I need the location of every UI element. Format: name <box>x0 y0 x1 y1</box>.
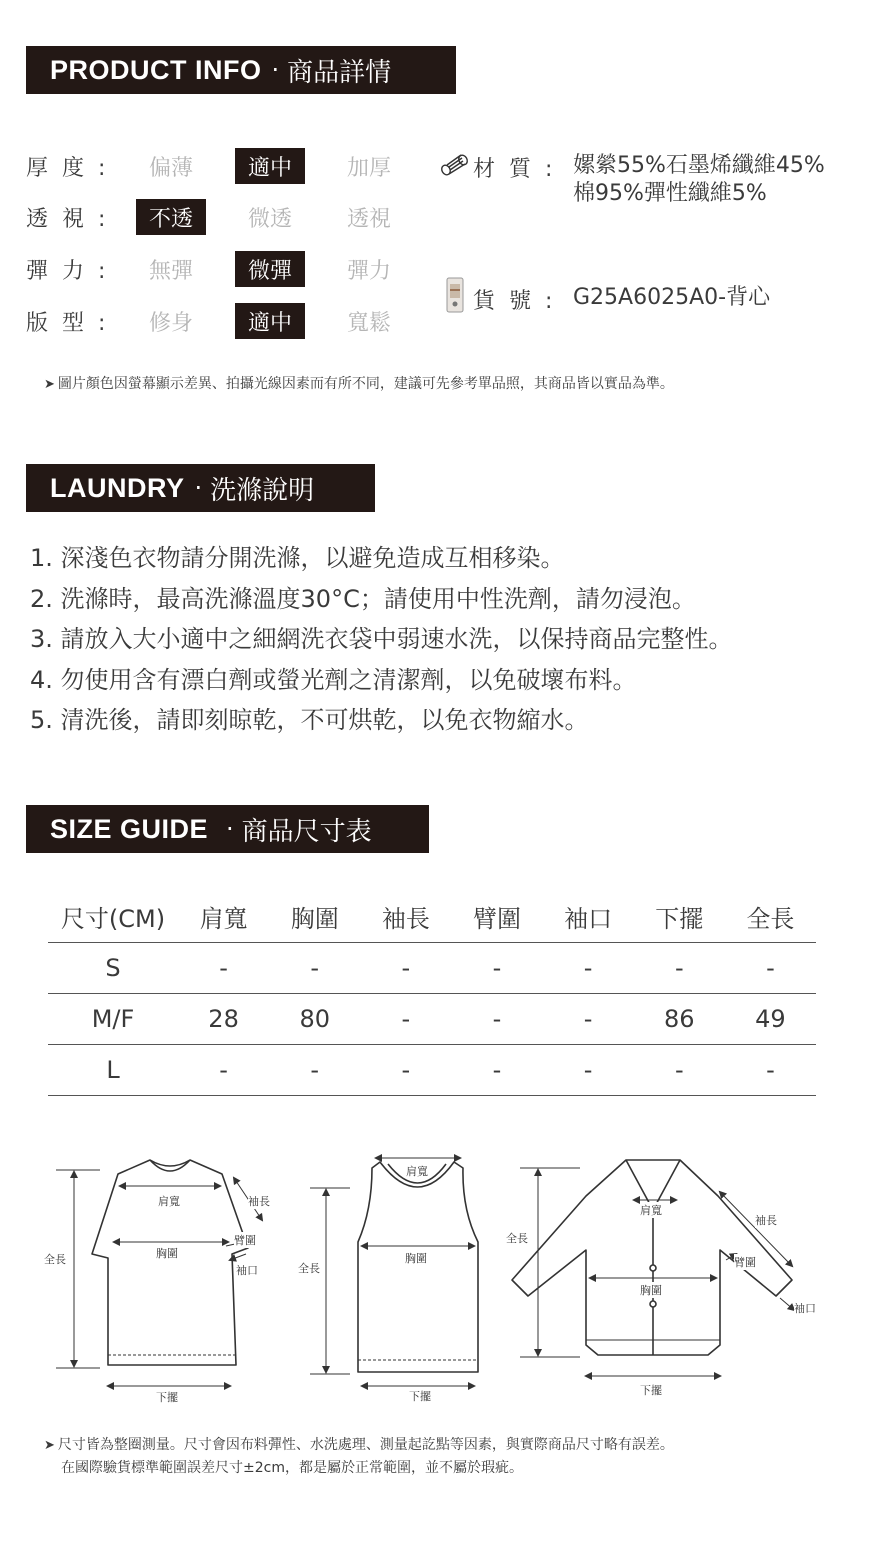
list-item: 3. 請放入大小適中之細網洗衣袋中弱速水洗，以保持商品完整性。 <box>30 625 733 653</box>
measurement-disclaimer-line2: 在國際驗貨標準範圍誤差尺寸±2cm，都是屬於正常範圍，並不屬於瑕疵。 <box>61 1460 523 1476</box>
diagram-label-sleeve-length: 袖長 <box>248 1195 270 1208</box>
table-cell: - <box>634 1044 725 1095</box>
attribute-option: 適中 <box>235 148 305 184</box>
item-number-label: 貨號: <box>473 289 567 314</box>
table-cell: - <box>451 993 542 1044</box>
table-cell: 28 <box>178 993 269 1044</box>
measurement-diagrams <box>0 1150 875 1410</box>
table-cell: 86 <box>634 993 725 1044</box>
table-row <box>48 1044 816 1095</box>
table-cell: M/F <box>48 993 178 1044</box>
diagram-label-length: 全長 <box>44 1253 66 1266</box>
table-cell: 80 <box>269 993 360 1044</box>
measurement-disclaimer <box>44 1434 674 1479</box>
laundry-title-en: LAUNDRY <box>50 472 185 503</box>
attribute-option: 不透 <box>136 199 206 235</box>
diagram-label-hem: 下擺 <box>156 1391 178 1404</box>
diagram-label-arm: 臂圍 <box>734 1256 756 1269</box>
table-cell: - <box>360 942 451 993</box>
diagram-label-shoulder: 肩寬 <box>640 1204 662 1217</box>
diagram-label-shoulder: 肩寬 <box>406 1165 428 1178</box>
list-item: 2. 洗滌時，最高洗滌溫度30°C；請使用中性洗劑，請勿浸泡。 <box>30 584 696 613</box>
material-value-line2: 棉95%彈性纖維5% <box>573 181 767 206</box>
product-info-header <box>26 46 456 94</box>
arrow-right-icon: ➤ <box>44 377 55 392</box>
diagram-label-chest: 胸圍 <box>156 1247 178 1260</box>
tag-icon <box>437 284 473 316</box>
column-header: 袖長 <box>360 892 451 942</box>
attribute-option: 微彈 <box>235 251 305 287</box>
laundry-header <box>26 464 375 512</box>
table-cell: - <box>269 1044 360 1095</box>
header-separator: · <box>226 815 234 843</box>
attribute-row-elasticity <box>26 251 433 287</box>
color-disclaimer-text: 圖片顏色因螢幕顯示差異、拍攝光線因素而有所不同，建議可先參考單品照，其商品皆以實品為準。 <box>57 376 674 392</box>
table-cell: S <box>48 942 178 993</box>
table-cell: - <box>178 942 269 993</box>
table-cell: - <box>543 993 634 1044</box>
column-header: 胸圍 <box>269 892 360 942</box>
size-guide-header <box>26 805 429 853</box>
attribute-row-transparency <box>26 199 433 235</box>
attribute-option: 適中 <box>235 303 305 339</box>
header-separator: · <box>194 474 203 502</box>
diagram-label-shoulder: 肩寬 <box>158 1195 180 1208</box>
attribute-option: 加厚 <box>346 155 391 181</box>
diagram-label-cuff: 袖口 <box>794 1302 816 1315</box>
list-item: 4. 勿使用含有漂白劑或螢光劑之清潔劑，以免破壞布料。 <box>30 665 637 694</box>
item-number-spec <box>437 284 770 316</box>
table-cell: L <box>48 1044 178 1095</box>
product-info-title-en: PRODUCT INFO <box>50 54 262 85</box>
tshirt-outline <box>92 1160 248 1365</box>
column-header: 全長 <box>725 892 816 942</box>
material-value-line1: 嫘縈55%石墨烯纖維45% <box>573 153 825 178</box>
table-cell: - <box>543 942 634 993</box>
table-header-row <box>48 892 816 942</box>
attribute-option: 無彈 <box>148 258 193 284</box>
item-number-value: G25A6025A0-背心 <box>573 285 771 310</box>
diagram-label-chest: 胸圍 <box>405 1252 427 1265</box>
size-guide-title-en: SIZE GUIDE <box>50 813 209 844</box>
table-cell: - <box>269 942 360 993</box>
table-cell: - <box>360 993 451 1044</box>
diagram-label-arm: 臂圍 <box>234 1234 256 1247</box>
diagram-label-cuff: 袖口 <box>236 1264 258 1277</box>
table-cell: 49 <box>725 993 816 1044</box>
attribute-option: 修身 <box>148 310 193 336</box>
table-cell: - <box>178 1044 269 1095</box>
attribute-option: 偏薄 <box>148 155 193 181</box>
material-spec <box>437 152 825 208</box>
attribute-option: 寬鬆 <box>346 310 391 336</box>
table-cell: - <box>451 1044 542 1095</box>
table-row <box>48 942 816 993</box>
table-cell: - <box>634 942 725 993</box>
diagram-label-length: 全長 <box>506 1232 528 1245</box>
diagram-label-chest: 胸圍 <box>640 1284 662 1297</box>
attribute-option: 透視 <box>346 206 391 232</box>
column-header: 尺寸(CM) <box>48 892 178 942</box>
list-item: 5. 清洗後，請即刻晾乾，不可烘乾，以免衣物縮水。 <box>30 706 589 734</box>
attribute-option: 彈力 <box>346 258 391 284</box>
column-header: 下擺 <box>634 892 725 942</box>
header-separator: · <box>271 56 280 84</box>
table-cell: - <box>451 942 542 993</box>
laundry-instructions <box>30 538 733 741</box>
diagram-label-length: 全長 <box>298 1262 320 1275</box>
attribute-label: 版型: <box>26 310 120 336</box>
diagram-label-hem: 下擺 <box>640 1384 662 1397</box>
diagram-label-hem: 下擺 <box>409 1390 431 1403</box>
product-info-title-zh: 商品詳情 <box>287 57 392 88</box>
size-guide-title-zh: 商品尺寸表 <box>241 816 372 847</box>
attribute-label: 彈力: <box>26 258 120 284</box>
attribute-label: 透視: <box>26 206 120 232</box>
attribute-label: 厚度: <box>26 155 120 181</box>
list-item: 1. 深淺色衣物請分開洗滌，以避免造成互相移染。 <box>30 544 565 572</box>
laundry-title-zh: 洗滌說明 <box>210 475 315 506</box>
size-table <box>48 892 816 1096</box>
attribute-row-thickness <box>26 148 433 184</box>
attribute-row-fit <box>26 303 433 339</box>
arrow-right-icon: ➤ <box>44 1438 55 1453</box>
table-cell: - <box>725 1044 816 1095</box>
diagram-label-sleeve-length: 袖長 <box>755 1214 777 1227</box>
attribute-option: 微透 <box>247 206 292 232</box>
column-header: 臂圍 <box>451 892 542 942</box>
table-cell: - <box>360 1044 451 1095</box>
table-cell: - <box>543 1044 634 1095</box>
material-label: 材質: <box>473 157 567 182</box>
table-row <box>48 993 816 1044</box>
color-disclaimer <box>44 373 674 393</box>
column-header: 袖口 <box>543 892 634 942</box>
thread-spool-icon <box>437 152 473 208</box>
measurement-disclaimer-line1: 尺寸皆為整圈測量。尺寸會因布料彈性、水洗處理、測量起訖點等因素，與實際商品尺寸略有誤差。 <box>57 1437 674 1453</box>
tank-top-outline <box>358 1162 478 1372</box>
column-header: 肩寬 <box>178 892 269 942</box>
table-cell: - <box>725 942 816 993</box>
